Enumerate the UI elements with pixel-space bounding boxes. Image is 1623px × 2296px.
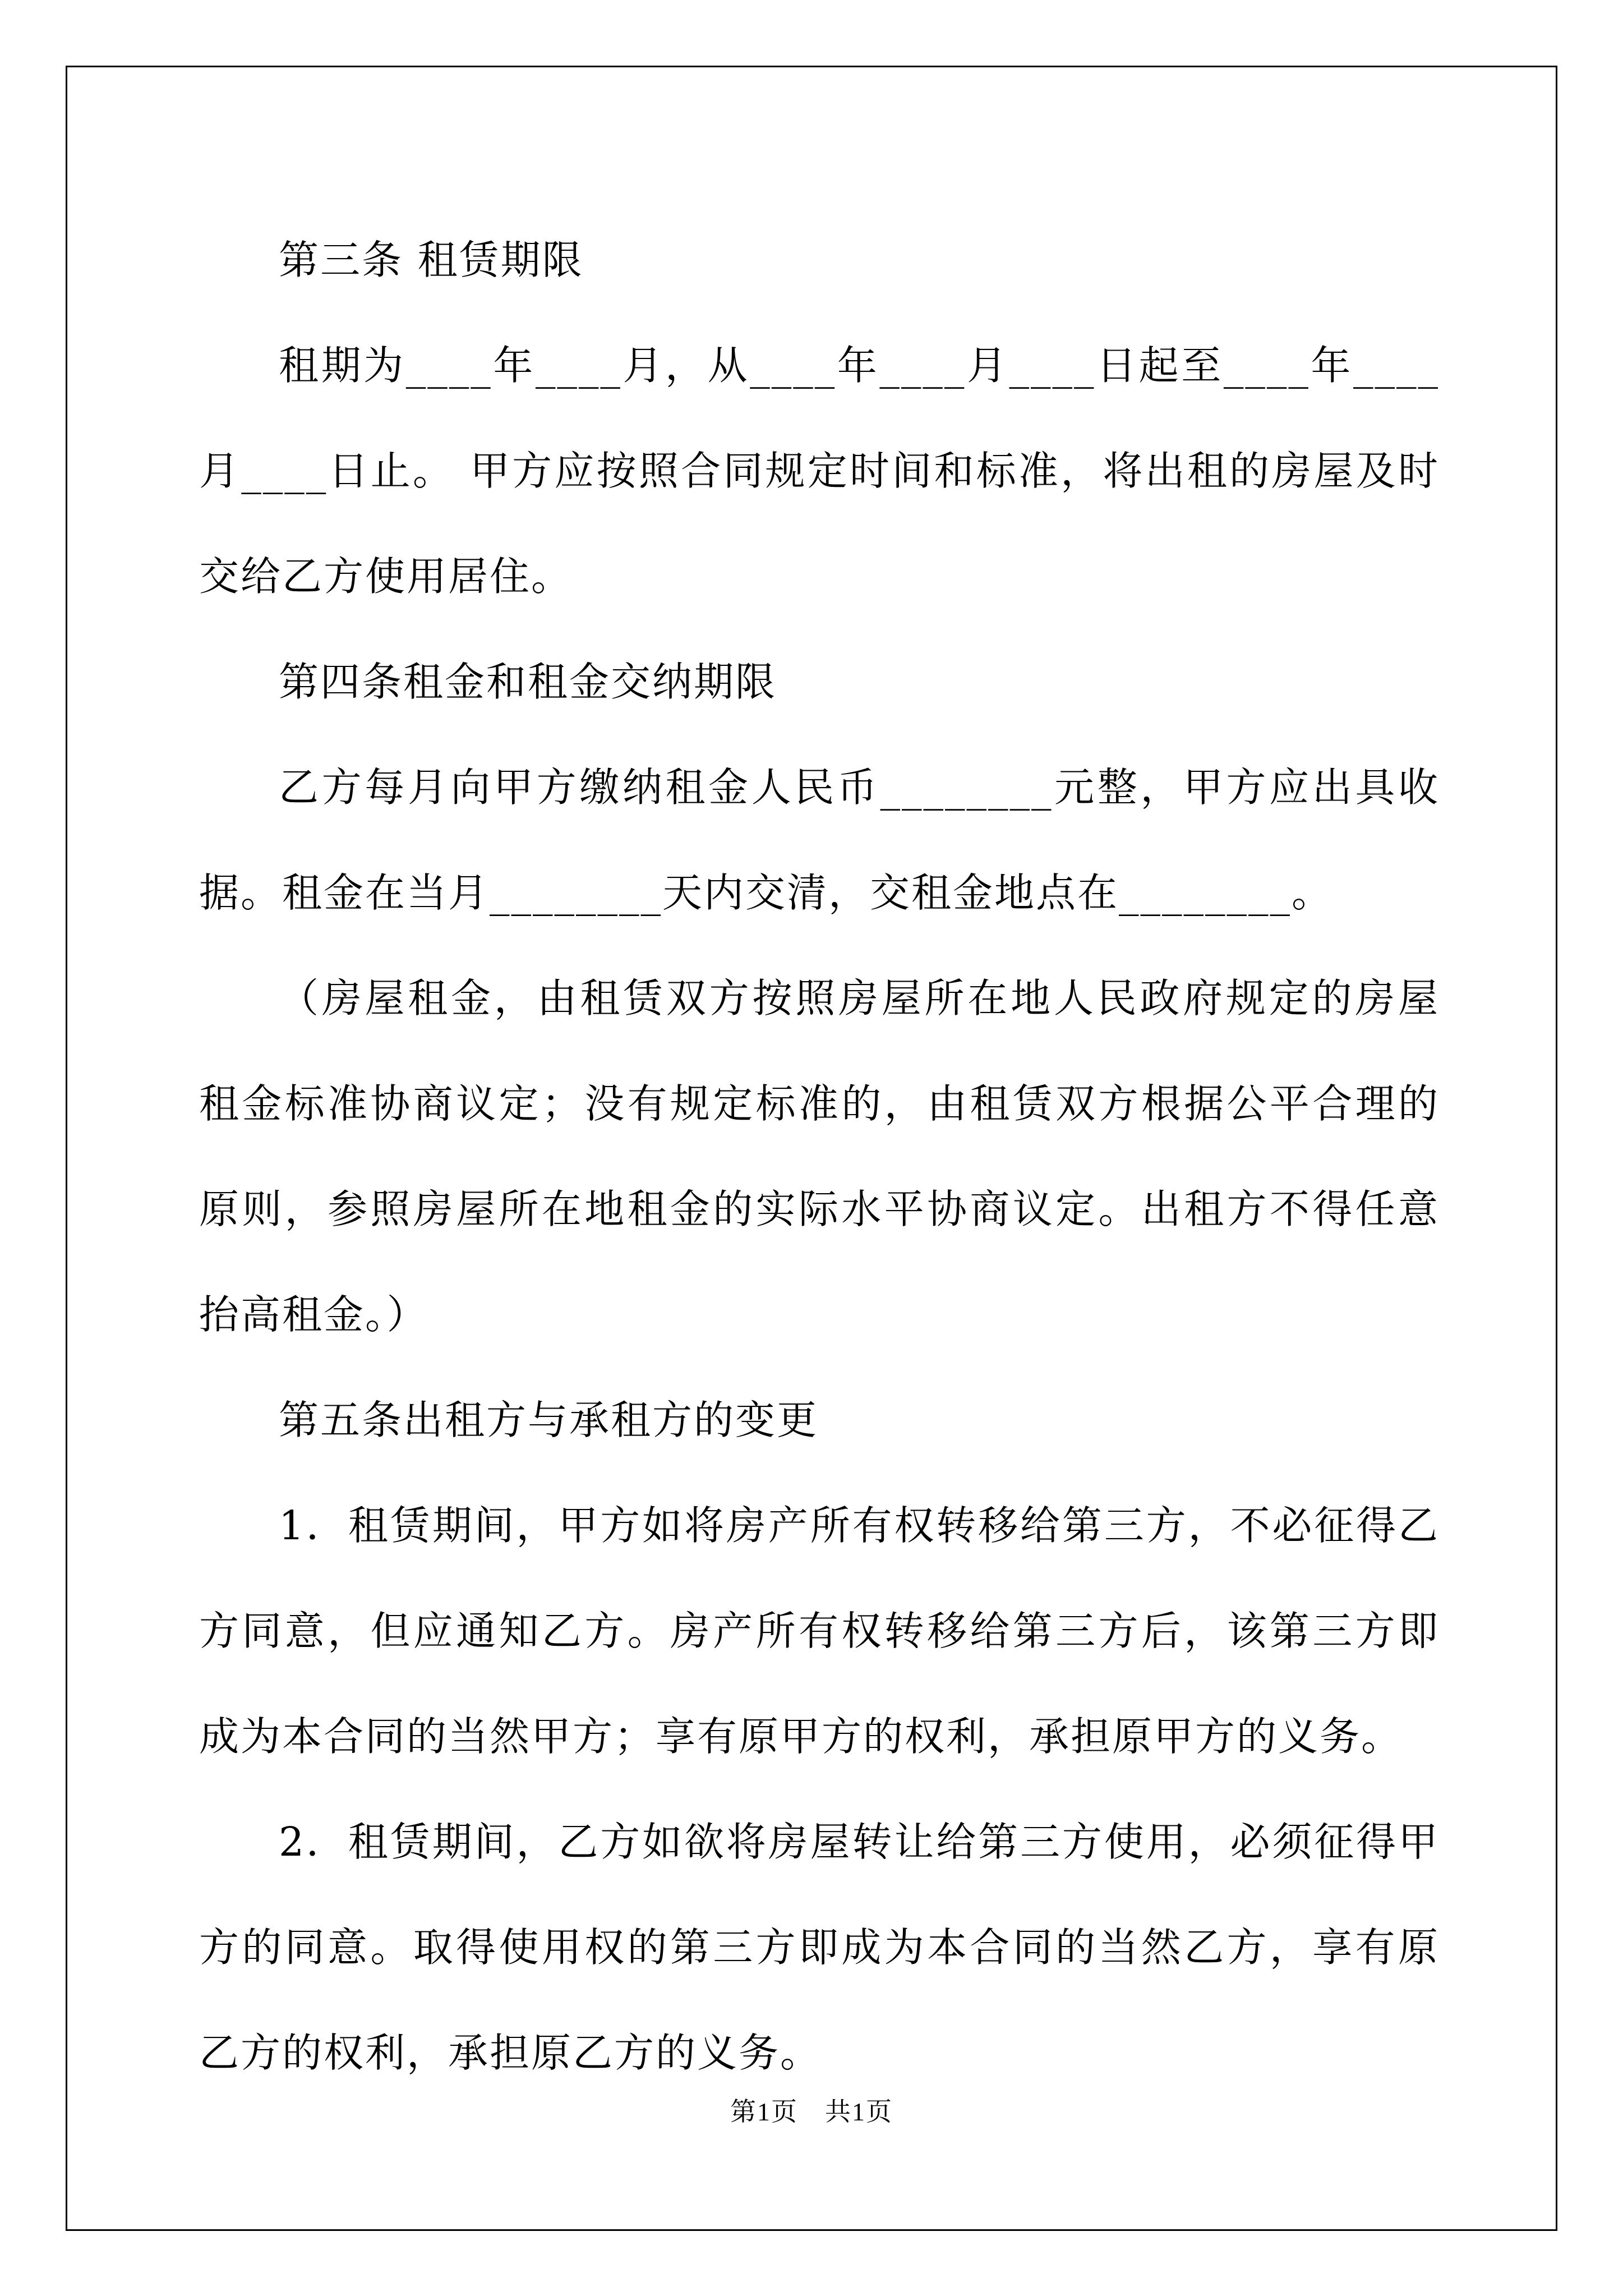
article-4-note: （房屋租金，由租赁双方按照房屋所在地人民政府规定的房屋租金标准协商议定；没有规定标准的，由租赁双方根据公平合理的原则，参照房屋所在地租金的实际水平协商议定。出租方不得任意抬高租金。）: [199, 975, 1440, 1338]
page-footer: 第1页 共1页: [730, 2097, 893, 2126]
article-4-heading: 第四条租金和租金交纳期限: [279, 659, 777, 705]
document-body: [199, 208, 1440, 2106]
article-5-clause-1: 1．租赁期间，甲方如将房产所有权转移给第三方，不必征得乙方同意，但应通知乙方。房产所有权转移给第三方后，该第三方即成为本合同的当然甲方；享有原甲方的权利，承担原甲方的义务。: [199, 1502, 1440, 1760]
article-5-clause-2: 2．租赁期间，乙方如欲将房屋转让给第三方使用，必须征得甲方的同意。取得使用权的第三方即成为本合同的当然乙方，享有原乙方的权利，承担原乙方的义务。: [199, 1819, 1440, 2076]
article-3-heading: 第三条 租赁期限: [279, 237, 584, 283]
article-4-body: 乙方每月向甲方缴纳租金人民币________元整，甲方应出具收据。租金在当月________天内交清，交租金地点在________。: [199, 764, 1440, 916]
article-3-body: 租期为____年____月，从____年____月____日起至____年____月____日止。 甲方应按照合同规定时间和标准，将出租的房屋及时交给乙方使用居住。: [199, 342, 1440, 600]
article-5-heading: 第五条出租方与承租方的变更: [279, 1397, 819, 1443]
